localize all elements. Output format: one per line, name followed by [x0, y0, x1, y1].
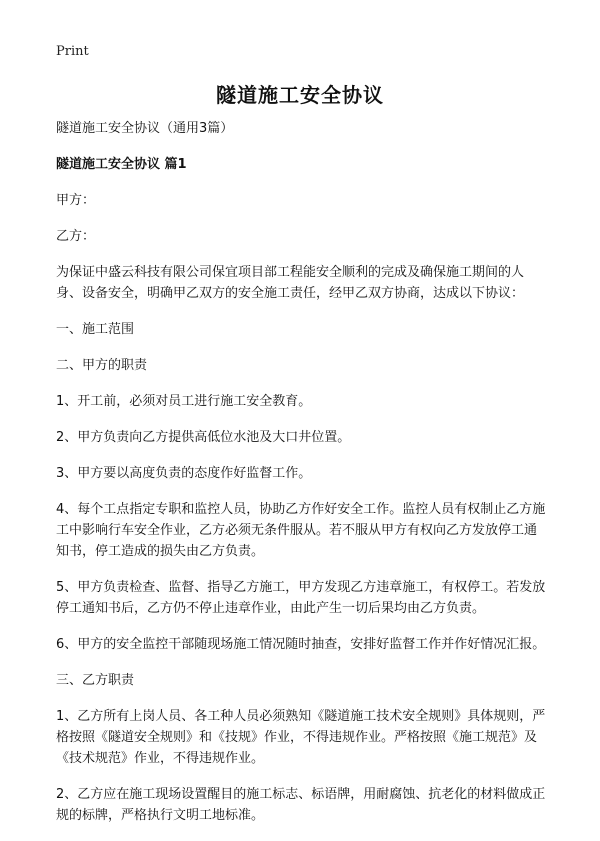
party-a-item-1: 1、开工前，必须对员工进行施工安全教育。: [56, 394, 312, 409]
heading-party-a-duties: 二、甲方的职责: [56, 358, 148, 373]
print-link[interactable]: Print: [56, 44, 89, 59]
section-heading: 隧道施工安全协议 篇1: [56, 157, 187, 172]
party-b-item-2: 2、乙方应在施工现场设置醒目的施工标志、标语牌，用耐腐蚀、抗老化的材料做成正规的标牌，严格执行文明工地标准。: [56, 787, 546, 823]
intro-paragraph: 为保证中盛云科技有限公司保宜项目部工程能安全顺利的完成及确保施工期间的人身、设备安全，明确甲乙双方的安全施工责任，经甲乙双方协商，达成以下协议：: [56, 265, 525, 301]
party-a-item-4: 4、每个工点指定专职和监控人员，协助乙方作好安全工作。监控人员有权制止乙方施工中影响行车安全作业，乙方必须无条件服从。若不服从甲方有权向乙方发放停工通知书，停工造成的损失由乙方负责。: [56, 502, 546, 559]
document-body: [56, 118, 548, 841]
heading-party-b-duties: 三、乙方职责: [56, 673, 135, 688]
party-b-line: 乙方：: [56, 229, 96, 244]
party-b-item-1: 1、乙方所有上岗人员、各工种人员必须熟知《隧道施工技术安全规则》具体规则，严格按照《隧道安全规则》和《技规》作业，不得违规作业。严格按照《施工规范》及《技术规范》作业，不得违规作业。: [56, 709, 546, 766]
party-a-item-5: 5、甲方负责检查、监督、指导乙方施工，甲方发现乙方违章施工，有权停工。若发放停工通知书后，乙方仍不停止违章作业，由此产生一切后果均由乙方负责。: [56, 580, 546, 616]
party-a-item-2: 2、甲方负责向乙方提供高低位水池及大口井位置。: [56, 430, 351, 445]
document-subtitle: 隧道施工安全协议（通用3篇）: [56, 121, 234, 136]
party-a-item-3: 3、甲方要以高度负责的态度作好监督工作。: [56, 466, 312, 481]
party-a-item-6: 6、甲方的安全监控干部随现场施工情况随时抽查，安排好监督工作并作好情况汇报。: [56, 637, 546, 652]
document-title: 隧道施工安全协议: [216, 83, 384, 107]
party-a-line: 甲方：: [56, 193, 96, 208]
heading-scope: 一、施工范围: [56, 322, 135, 337]
